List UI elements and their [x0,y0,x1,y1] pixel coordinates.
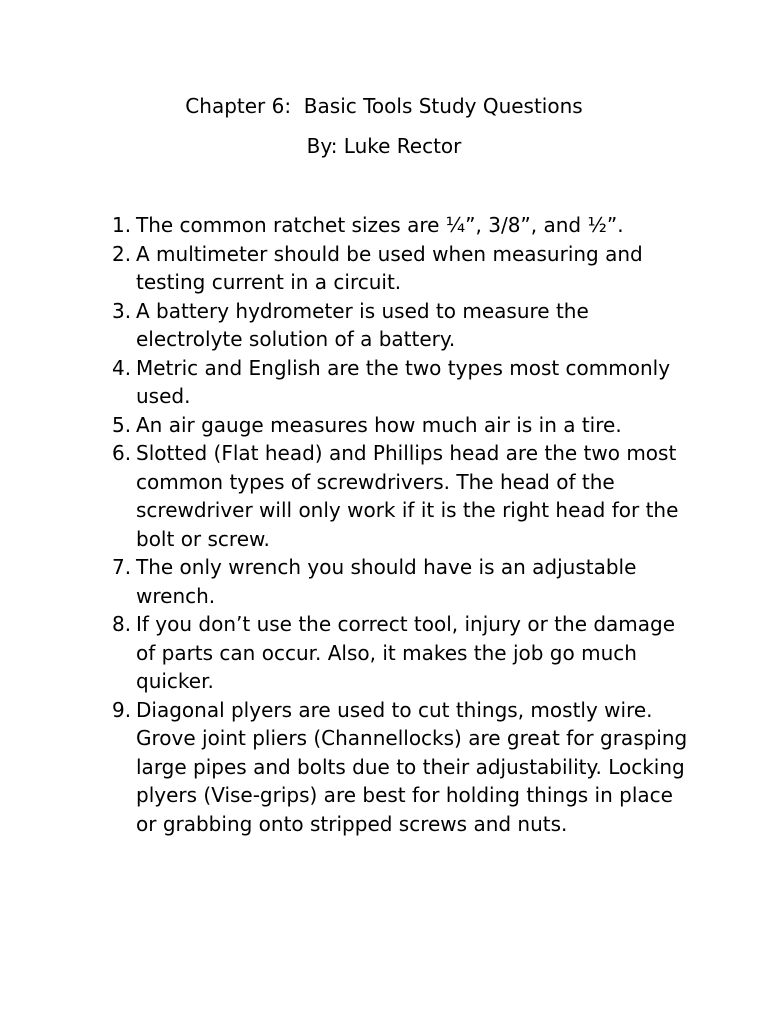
question-number: 4. [112,355,132,380]
question-text: Slotted (Flat head) and Phillips head are the two most common types of screwdrivers. The head of the screwdriver will only work if it is the right head for the bolt or screw. [136,441,679,551]
question-number: 9. [112,697,132,722]
question-number: 8. [112,612,132,636]
question-item-8 [112,610,692,696]
question-text: The only wrench you should have is an adjustable wrench. [136,555,637,608]
question-number: 3. [112,298,132,323]
question-text: The common ratchet sizes are ¼”, 3/8”, and ½”. [136,213,624,237]
question-text: If you don’t use the correct tool, injury or the damage of parts can occur. Also, it makes the job go much quicker. [136,612,676,693]
question-item-2 [112,240,692,297]
question-text: A battery hydrometer is used to measure the electrolyte solution of a battery. [136,298,589,351]
question-number: 6. [112,441,132,465]
document-author: By: Luke Rector [306,134,462,158]
question-number: 2. [112,241,132,266]
question-item-6 [112,439,692,553]
document-title: Chapter 6: Basic Tools Study Questions [185,94,583,118]
question-text: Diagonal plyers are used to cut things, mostly wire. Grove joint pliers (Channellocks) are great for grasping large pipes and bolts due to their adjustability. Locking plyers (Vise-grips) are best for holding things in place or grabbing onto stripped screws and nuts. [136,697,688,836]
question-number: 1. [112,213,132,237]
question-text: Metric and English are the two types most commonly used. [136,355,671,408]
question-item-9 [112,696,692,839]
question-number: 7. [112,555,132,579]
question-text: An air gauge measures how much air is in a tire. [136,412,622,437]
question-number: 5. [112,412,132,437]
question-text: A multimeter should be used when measuring and testing current in a circuit. [136,241,643,294]
question-item-1 [112,211,692,240]
question-item-3 [112,297,692,354]
question-list [112,211,692,838]
question-item-7 [112,553,692,610]
question-item-5 [112,411,692,440]
question-item-4 [112,354,692,411]
